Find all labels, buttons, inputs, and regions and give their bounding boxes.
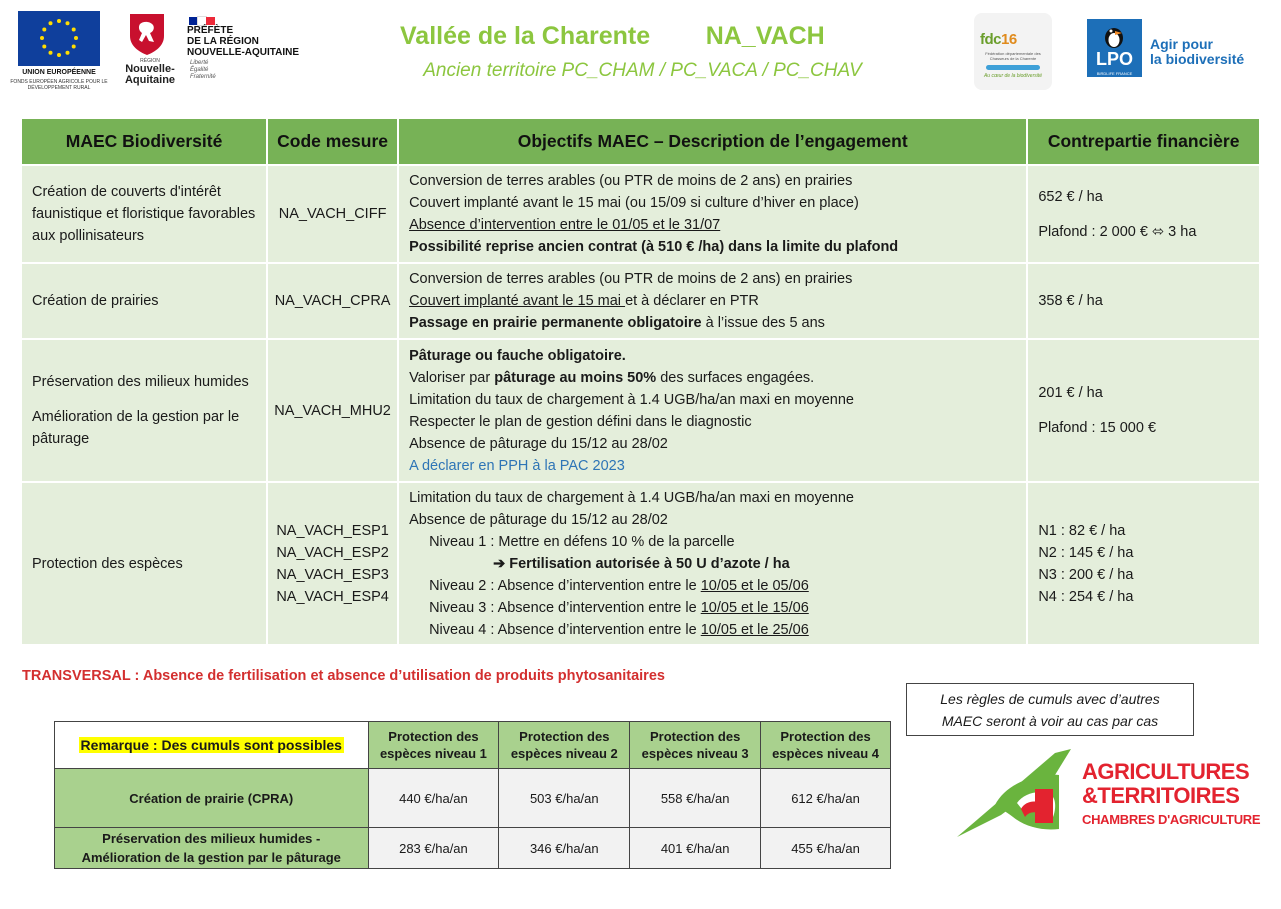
measure-name: Préservation des milieux humides Amélioration de la gestion par le pâturage (22, 340, 266, 481)
desc-line: A déclarer en PPH à la PAC 2023 (409, 457, 625, 474)
cumul-value: 283 €/ha/an (368, 828, 499, 869)
measure-description (399, 483, 1026, 644)
desc-line: Limitation du taux de chargement à 1.4 UGB/ha/an maxi en moyenne (409, 489, 854, 506)
lpo-tagline-2: la biodiversité (1150, 51, 1245, 67)
desc-line: Absence de pâturage du 15/12 au 28/02 (409, 435, 668, 452)
desc-line: Absence d’intervention entre le 01/05 et le 31/07 (409, 217, 721, 233)
measure-name: Protection des espèces (22, 483, 266, 644)
eu-flag-logo (18, 11, 100, 66)
fdc-description: Fédération départementale des Chasseurs de la Charente (985, 51, 1041, 61)
col-header-objectives: Objectifs MAEC – Description de l’engagement (399, 119, 1026, 164)
col-header-code: Code mesure (268, 119, 397, 164)
desc-line: Couvert implanté avant le 15 mai (ou 15/09 si culture d’hiver en place) (409, 195, 859, 211)
cumul-rules-note (906, 683, 1194, 736)
measure-code: NA_VACH_ESP3 (276, 566, 389, 583)
payment-rate: N3 : 200 € / ha (1038, 566, 1134, 583)
lpo-sub: BIRDLIFE FRANCE (1096, 71, 1133, 76)
measure-name: Création de couverts d'intérêt faunistique et floristique favorables aux pollinisateurs (22, 166, 266, 262)
measure-code: NA_VACH_MHU2 (268, 340, 397, 481)
lpo-logo (1087, 19, 1142, 77)
page-title: Vallée de la Charente NA_VACH (400, 22, 825, 50)
region-name: Nouvelle-Aquitaine (124, 63, 176, 86)
cumul-value: 455 €/ha/an (761, 828, 891, 869)
fdc16-logo (974, 13, 1052, 90)
fdc-word-green: fdc (980, 31, 1001, 48)
puffin-icon (1100, 23, 1128, 49)
desc-line: Absence de pâturage du 15/12 au 28/02 (409, 511, 668, 528)
fdc-tagline: Au cœur de la biodiversité (983, 73, 1043, 79)
desc-line: Passage en prairie permanente obligatoire à l’issue des 5 ans (409, 315, 825, 331)
payment-ceiling: Plafond : 15 000 € (1038, 420, 1157, 436)
chambres-agriculture-mark-icon (955, 745, 1083, 842)
payment-rate: 358 € / ha (1038, 293, 1103, 309)
measure-payment (1028, 483, 1259, 644)
cumul-col-header: Protection des espèces niveau 1 (368, 722, 499, 769)
eu-stars-icon (18, 11, 100, 66)
lion-shield-icon (128, 12, 166, 56)
note-line-2: MAEC seront à voir au cas par cas (941, 713, 1159, 729)
chambres-line-1: AGRICULTURES (1082, 759, 1250, 784)
measure-payment (1028, 340, 1259, 481)
payment-ceiling: Plafond : 2 000 € ⬄ 3 ha (1038, 223, 1197, 240)
cumul-value: 503 €/ha/an (499, 769, 630, 828)
prefecture-line-1: PRÉFÈTE (187, 25, 234, 36)
measure-code: NA_VACH_ESP4 (276, 588, 389, 605)
payment-rate: N1 : 82 € / ha (1038, 522, 1126, 539)
lpo-tagline (1150, 37, 1244, 67)
desc-line: ➔ Fertilisation autorisée à 50 U d’azote / ha (493, 555, 790, 572)
note-line-1: Les règles de cumuls avec d’autres (940, 691, 1160, 707)
col-header-maec: MAEC Biodiversité (22, 119, 266, 164)
chambres-subtitle: CHAMBRES D'AGRICULTURE (1082, 812, 1261, 827)
cumul-row-label: Création de prairie (CPRA) (55, 769, 369, 828)
measure-code: NA_VACH_ESP2 (276, 544, 389, 561)
cumul-value: 612 €/ha/an (761, 769, 891, 828)
table-row (55, 769, 891, 828)
measure-codes (268, 483, 397, 644)
cumul-value: 346 €/ha/an (499, 828, 630, 869)
measure-code: NA_VACH_CIFF (268, 166, 397, 262)
transversal-note: TRANSVERSAL : Absence de fertilisation et absence d’utilisation de produits phytosanitaires (22, 668, 665, 684)
region-small-label: RÉGION (140, 58, 160, 64)
col-header-payment: Contrepartie financière (1028, 119, 1259, 164)
desc-line: Respecter le plan de gestion défini dans le diagnostic (409, 413, 752, 430)
table-row (55, 828, 891, 869)
payment-rate: N4 : 254 € / ha (1038, 588, 1134, 605)
table-row (22, 166, 1259, 262)
table-row (22, 483, 1259, 644)
measure-payment (1028, 264, 1259, 338)
prefecture-line-2: DE LA RÉGION (187, 36, 259, 47)
payment-rate: 201 € / ha (1038, 385, 1103, 401)
measure-description (399, 264, 1026, 338)
wave-icon (986, 65, 1040, 70)
measure-payment (1028, 166, 1259, 262)
eu-subcaption: FONDS EUROPÉEN AGRICOLE POUR LE DÉVELOPPEMENT RURAL (10, 79, 108, 91)
desc-line: Couvert implanté avant le 15 mai et à déclarer en PTR (409, 293, 759, 309)
table-header-row (22, 119, 1259, 164)
table-row (22, 264, 1259, 338)
measure-name: Création de prairies (22, 264, 266, 338)
motto-3: Fraternité (190, 74, 216, 80)
measure-description (399, 340, 1026, 481)
desc-line: Limitation du taux de chargement à 1.4 UGB/ha/an maxi en moyenne (409, 391, 854, 408)
desc-line: Conversion de terres arables (ou PTR de moins de 2 ans) en prairies (409, 173, 853, 189)
cumul-value: 440 €/ha/an (368, 769, 499, 828)
desc-line: Niveau 1 : Mettre en défens 10 % de la parcelle (429, 533, 735, 550)
cumul-col-header: Protection des espèces niveau 4 (761, 722, 891, 769)
cumul-value: 558 €/ha/an (630, 769, 761, 828)
measure-code: NA_VACH_CPRA (268, 264, 397, 338)
cumul-value: 401 €/ha/an (630, 828, 761, 869)
lpo-tagline-1: Agir pour (1150, 36, 1213, 52)
desc-line: Conversion de terres arables (ou PTR de moins de 2 ans) en prairies (409, 271, 853, 287)
desc-line: Niveau 2 : Absence d’intervention entre le 10/05 et le 05/06 (429, 577, 809, 594)
maec-table (20, 117, 1261, 646)
measure-description (399, 166, 1026, 262)
desc-line: Possibilité reprise ancien contrat (à 510 € /ha) dans la limite du plafond (409, 239, 899, 255)
table-row (22, 340, 1259, 481)
measure-code: NA_VACH_ESP1 (276, 522, 389, 539)
cumul-col-header: Protection des espèces niveau 3 (630, 722, 761, 769)
cumul-header-row (55, 722, 891, 769)
prefecture-line-3: NOUVELLE-AQUITAINE (187, 47, 300, 58)
chambres-line-2: &TERRITOIRES (1082, 783, 1240, 808)
arrow-right-icon: ➔ (493, 555, 506, 572)
motto-2: Égalité (190, 67, 209, 73)
payment-rate: 652 € / ha (1038, 188, 1103, 205)
motto-1: Liberté (190, 60, 209, 66)
remark-highlight: Remarque : Des cumuls sont possibles (80, 737, 342, 753)
desc-line: Niveau 4 : Absence d’intervention entre le 10/05 et le 25/06 (429, 621, 809, 638)
cumul-table (54, 721, 891, 869)
page-subtitle: Ancien territoire PC_CHAM / PC_VACA / PC_CHAV (423, 60, 862, 81)
payment-rate: N2 : 145 € / ha (1038, 544, 1134, 561)
desc-line: Niveau 3 : Absence d’intervention entre le 10/05 et le 15/06 (429, 599, 809, 616)
cumul-row-label: Préservation des milieux humides - Amélioration de la gestion par le pâturage (55, 828, 369, 869)
nouvelle-aquitaine-logo (124, 12, 176, 92)
prefecture-logo (187, 12, 322, 92)
eu-caption: UNION EUROPÉENNE (22, 69, 96, 76)
desc-line: Valoriser par pâturage au moins 50% des surfaces engagées. (409, 369, 815, 386)
lpo-name: LPO (1095, 49, 1133, 69)
cumul-col-header: Protection des espèces niveau 2 (499, 722, 630, 769)
fdc-word-orange: 16 (1001, 31, 1017, 48)
desc-line: Pâturage ou fauche obligatoire. (409, 347, 626, 364)
french-flag-icon (189, 12, 215, 20)
chambres-title (1082, 760, 1249, 808)
